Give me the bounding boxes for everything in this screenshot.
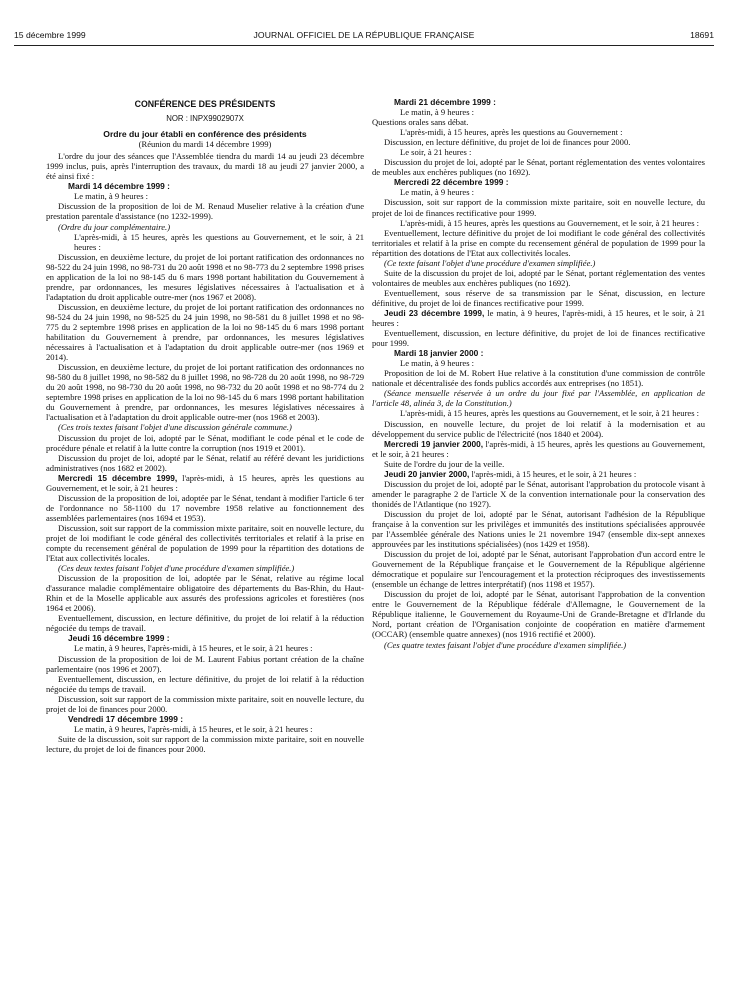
agenda-item: Discussion, soit sur rapport de la commission mixte paritaire, soit en nouvelle lecture, du projet de loi modifiant le code général des collectivités territoriales et relatif à la prise en compte du recensement général de population de 1999 pour la répartition des dotations de l'Etat aux collectivités locales. [46, 522, 364, 564]
day-heading: Mardi 21 décembre 1999 : [394, 97, 496, 107]
session-time: Le matin, à 9 heures : [400, 107, 475, 118]
header-page-number: 18691 [690, 30, 714, 40]
day-heading-inline: Mercredi 15 décembre 1999, [58, 472, 178, 483]
session-time: Le matin, à 9 heures : [400, 358, 475, 369]
header-rule [14, 45, 714, 46]
agenda-item: Discussion du projet de loi, adopté par le Sénat, modifiant le code pénal et le code de procédure pénale et relatif à la lutte contre la corruption (nos 1919 et 2001). [46, 432, 364, 453]
day-paragraph [372, 439, 705, 459]
day-heading-inline: Jeudi 23 décembre 1999, [384, 307, 485, 318]
session-time: L'après-midi, à 15 heures, après les questions au Gouvernement, et le soir, à 21 heures : [400, 408, 700, 419]
agenda-item: Discussion, en lecture définitive, du projet de loi de finances pour 2000. [384, 137, 631, 148]
session-time: Le soir, à 21 heures : [400, 147, 472, 158]
intro-paragraph: L'ordre du jour des séances que l'Assemblée tiendra du mardi 14 au jeudi 23 décembre 1999 inclus, puis, après l'interruption des travaux, du mardi 18 au jeudi 27 janvier 2000, a été ainsi fixé : [46, 151, 364, 182]
header-journal-title: JOURNAL OFFICIEL DE LA RÉPUBLIQUE FRANÇAISE [253, 30, 475, 40]
session-time: l'après-midi, à 15 heures, après les questions au Gouvernement, et le soir, à 21 heures : [46, 472, 364, 493]
agenda-item: Discussion du projet de loi, adopté par le Sénat, autorisant l'approbation d'un accord entre le Gouvernement de la République française et le Gouvernement de la République algérienne démocratique et populaire sur l'encouragement et la protection réciproques des investissements (ensemble un échange de lettres interprétatif) (nos 1198 et 1957). [372, 549, 705, 590]
day-paragraph [372, 308, 705, 328]
agenda-item: Discussion, en deuxième lecture, du projet de loi portant ratification des ordonnances no 98-580 du 8 juillet 1998, no 98-582 du 8 juillet 1998, no 98-728 du 20 août 1998, no 98-729 du 20 août 1998, no 98-730 du 20 août 1998, no 98-732 du 20 août 1998 et no 98-774 du 2 septembre 1998 prises en application de la loi no 98-145 du 6 mars 1998 portant habilitation du Gouvernement à prendre, par ordonnances, les mesures législatives nécessaires à l'actualisation et à l'adaptation du droit applicable outre-mer (nos 1968 et 2003). [46, 362, 364, 423]
section-title: CONFÉRENCE DES PRÉSIDENTS [134, 99, 276, 109]
agenda-item: Suite de la discussion du projet de loi, adopté par le Sénat, portant réglementation des ventes volontaires de meubles aux enchères publiques (no 1692). [372, 267, 705, 288]
agenda-item: Questions orales sans débat. [372, 117, 469, 128]
session-time: L'après-midi, à 15 heures, après les questions au Gouvernement, et le soir, à 21 heures : [400, 217, 700, 228]
agenda-item: Eventuellement, lecture définitive du projet de loi modifiant le code général des collectivités territoriales et relatif à la prise en compte du recensement général de population de 1999 pour la répartition des dotations de l'Etat aux collectivités locales. [372, 227, 705, 258]
day-heading: Vendredi 17 décembre 1999 : [68, 713, 183, 724]
day-heading: Mardi 14 décembre 1999 : [68, 181, 170, 192]
agenda-note: (Ces deux textes faisant l'objet d'une procédure d'examen simplifiée.) [58, 563, 295, 574]
day-heading: Mercredi 22 décembre 1999 : [394, 177, 509, 188]
agenda-item: Discussion de la proposition de loi, adoptée par le Sénat, relative au régime local d'assurance maladie complémentaire obligatoire des départements du Bas-Rhin, du Haut-Rhin et de la Moselle applicable aux assurés des professions agricoles et forestières (nos 1964 et 2006). [46, 573, 364, 614]
agenda-item: Suite de la discussion, soit sur rapport de la commission mixte paritaire, soit en nouvelle lecture, du projet de loi de finances pour 2000. [46, 733, 364, 754]
agenda-item: Discussion, en nouvelle lecture, du projet de loi relatif à la modernisation et au développement du service public de l'électricité (nos 1840 et 2004). [372, 418, 705, 439]
agenda-item: Discussion du projet de loi, adopté par le Sénat, relatif au référé devant les juridictions administratives (nos 1682 et 2002). [46, 452, 364, 473]
left-column [46, 96, 364, 754]
session-time: le matin, à 9 heures, l'après-midi, à 15 heures, et le soir, à 21 heures : [372, 307, 705, 329]
session-time: Le matin, à 9 heures, l'après-midi, à 15 heures, et le soir, à 21 heures : [74, 643, 313, 654]
order-title: Ordre du jour établi en conférence des présidents [103, 129, 307, 140]
agenda-note: (Ce texte faisant l'objet d'une procédure d'examen simplifiée.) [384, 257, 596, 268]
nor-reference: NOR : INPX9902907X [166, 114, 244, 124]
agenda-item: Discussion du projet de loi, adopté par le Sénat, portant réglementation des ventes volontaires de meubles aux enchères publiques (no 1692). [372, 157, 705, 178]
agenda-note: (Ordre du jour complémentaire.) [58, 221, 171, 232]
day-heading-inline: Jeudi 20 janvier 2000, [384, 468, 470, 479]
session-time: Le matin, à 9 heures : [400, 187, 475, 198]
agenda-item: Eventuellement, sous réserve de sa transmission par le Sénat, discussion, en lecture définitive, du projet de loi de finances rectificative pour 1999. [372, 287, 705, 308]
agenda-item: Proposition de loi de M. Robert Hue relative à la constitution d'une commission de contrôle nationale et décentralisée des fonds publics accordés aux entreprises (no 1851). [372, 368, 705, 389]
agenda-item: Discussion du projet de loi, adopté par le Sénat, autorisant l'approbation du protocole visant à amender le paragraphe 2 de l'article X de la convention internationale pour la conservation des thonidés de l'Atlantique (no 1927). [372, 478, 705, 509]
day-heading: Mardi 18 janvier 2000 : [394, 348, 484, 359]
day-heading: Jeudi 16 décembre 1999 : [68, 633, 170, 644]
day-paragraph [46, 473, 364, 493]
right-column [372, 97, 705, 650]
agenda-note: (Ces quatre textes faisant l'objet d'une procédure d'examen simplifiée.) [384, 639, 627, 650]
agenda-item: Discussion de la proposition de loi, adoptée par le Sénat, tendant à modifier l'article 6 ter de l'ordonnance no 58-1100 du 17 novembre 1958 relative au fonctionnement des assemblées parlementaires (nos 1694 et 1953). [46, 492, 364, 523]
meeting-date: (Réunion du mardi 14 décembre 1999) [138, 139, 272, 150]
agenda-item: Discussion de la proposition de loi de M. Renaud Muselier relative à la création d'une prestation parentale d'assistance (no 1232-1999). [46, 201, 364, 222]
session-time: Le matin, à 9 heures : [74, 191, 149, 202]
agenda-item: Discussion de la proposition de loi de M. Laurent Fabius portant création de la chaîne parlementaire (nos 1996 et 2007). [46, 653, 364, 674]
agenda-item: Eventuellement, discussion, en lecture définitive, du projet de loi relatif à la réduction négociée du temps de travail. [46, 673, 364, 694]
running-header [14, 30, 714, 44]
day-heading-inline: Mercredi 19 janvier 2000, [384, 438, 484, 449]
agenda-item: Discussion, en deuxième lecture, du projet de loi portant ratification des ordonnances no 98-524 du 24 juin 1998, no 98-525 du 24 juin 1998, no 98-581 du 8 juillet 1998 et no 98-775 du 2 septembre 1998 prises en application de la loi no 98-145 du 6 mars 1998 portant habilitation du Gouvernement à prendre, par ordonnances, les mesures législatives nécessaires à l'actualisation et à l'adaptation du droit applicable outre-mer (nos 1969 et 2014). [46, 301, 364, 363]
session-time: Le matin, à 9 heures, l'après-midi, à 15 heures, et le soir, à 21 heures : [74, 723, 313, 734]
agenda-item: Discussion du projet de loi, adopté par le Sénat, autorisant l'approbation de la convention entre le Gouvernement de la République fédérale d'Allemagne, le Gouvernement de la République italienne, le Gouvernement du Royaume-Uni de Grande-Bretagne et d'Irlande du Nord, portant création de l'Organisation conjointe de coopération en matière d'armement (OCCAR) (ensemble quatre annexes) (nos 1916 rectifié et 2000). [372, 589, 705, 640]
header-date: 15 décembre 1999 [14, 30, 86, 40]
agenda-item: Discussion du projet de loi, adopté par le Sénat, autorisant l'adhésion de la République française à la convention sur les privilèges et immunités des institutions spécialisées approuvée par l'Assemblée générale des Nations unies le 21 novembre 1947 (ensemble dix-sept annexes approuvées par les institutions spécialisées) (nos 1429 et 1958). [372, 508, 705, 550]
session-time: l'après-midi, à 15 heures, et le soir, à 21 heures : [469, 468, 637, 479]
agenda-item: Discussion, soit sur rapport de la commission mixte paritaire, soit en nouvelle lecture, du projet de loi de finances rectificative pour 1999. [372, 197, 705, 218]
agenda-note: (Ces trois textes faisant l'objet d'une discussion générale commune.) [58, 422, 292, 433]
agenda-item: Eventuellement, discussion, en lecture définitive, du projet de loi de finances rectificative pour 1999. [372, 328, 705, 349]
session-time: l'après-midi, à 15 heures, après les questions au Gouvernement, et le soir, à 21 heures : [372, 438, 705, 459]
agenda-item: Suite de l'ordre du jour de la veille. [384, 458, 505, 469]
agenda-note: (Séance mensuelle réservée à un ordre du jour fixé par l'Assemblée, en application de l'article 48, alinéa 3, de la Constitution.) [372, 388, 705, 409]
agenda-item: Discussion, soit sur rapport de la commission mixte paritaire, soit en nouvelle lecture, du projet de loi de finances pour 2000. [46, 693, 364, 714]
session-time: L'après-midi, à 15 heures, après les questions au Gouvernement, et le soir, à 21 heures : [74, 231, 364, 252]
agenda-item: Eventuellement, discussion, en lecture définitive, du projet de loi relatif à la réduction négociée du temps de travail. [46, 613, 364, 634]
session-time: L'après-midi, à 15 heures, après les questions au Gouvernement : [400, 127, 623, 138]
day-paragraph [372, 469, 705, 479]
agenda-item: Discussion, en deuxième lecture, du projet de loi portant ratification des ordonnances no 98-522 du 24 juin 1998, no 98-731 du 20 août 1998 et no 98-773 du 2 septembre 1998 prises en application de la loi no 98-145 du 6 mars 1998 portant habilitation du Gouvernement à prendre, par ordonnances, les mesures législatives nécessaires à l'actualisation et à l'adaptation du droit applicable outre-mer (nos 1967 et 2008). [46, 251, 364, 302]
